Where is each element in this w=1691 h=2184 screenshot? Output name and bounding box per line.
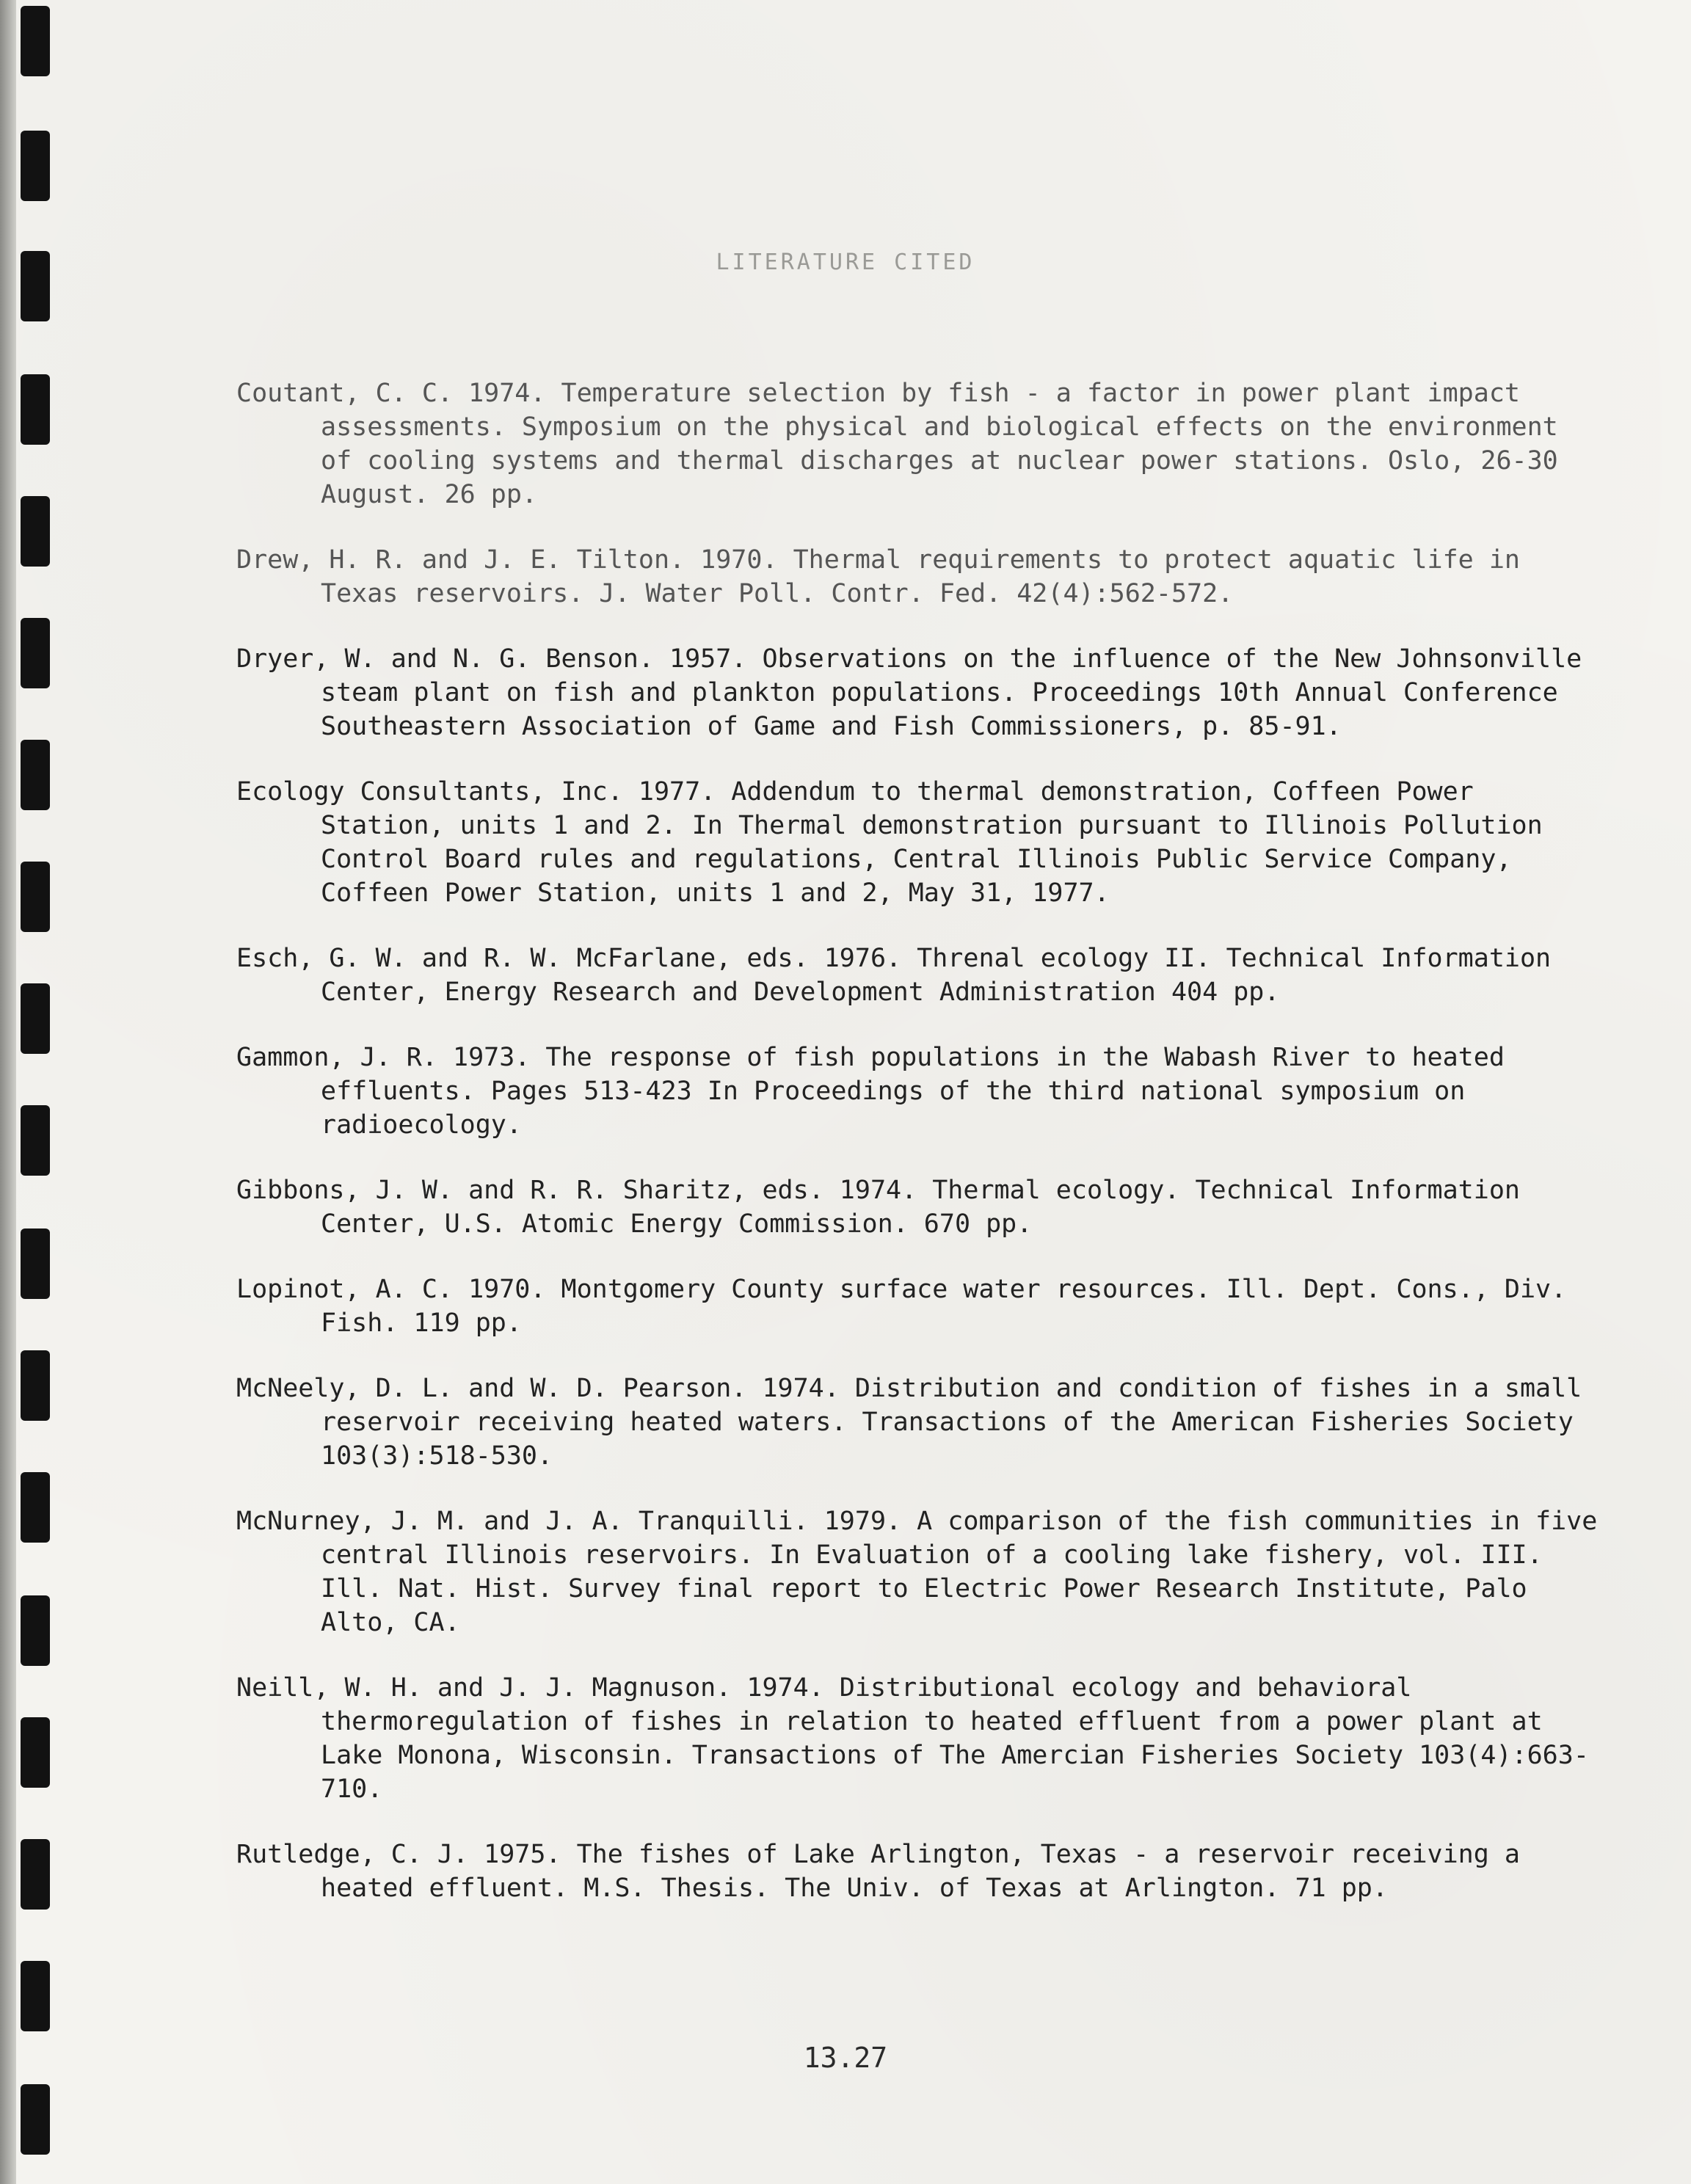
reference-entry: Gammon, J. R. 1973. The response of fish populations in the Wabash River to heated effluents. Pages 513-423 In Proceedings of the third national symposium on radioecology. (236, 1043, 1505, 1140)
reference-entry: Lopinot, A. C. 1970. Montgomery County surface water resources. Ill. Dept. Cons., Div. Fish. 119 pp. (236, 1275, 1567, 1338)
binder-hole (21, 496, 50, 567)
binder-hole (21, 1961, 50, 2031)
binder-holes (16, 0, 59, 2184)
binder-hole (21, 862, 50, 932)
binder-hole (21, 1839, 50, 1910)
binder-hole (21, 1595, 50, 1666)
binder-hole (21, 1105, 50, 1176)
reference-entry: Dryer, W. and N. G. Benson. 1957. Observations on the influence of the New Johnsonville steam plant on fish and plankton populations. Proceedings 10th Annual Conference Southeastern Association of Game and Fish Commissioners, p. 85-91. (236, 644, 1582, 741)
binder-hole (21, 1350, 50, 1421)
binder-hole (21, 1228, 50, 1299)
reference-list (236, 351, 1601, 1937)
binder-hole (21, 131, 50, 201)
reference-entry: Ecology Consultants, Inc. 1977. Addendum to thermal demonstration, Coffeen Power Station, units 1 and 2. In Thermal demonstration pursuant to Illinois Pollution Control Board rules and regulations, Central Illinois Public Service Company, Coffeen Power Station, units 1 and 2, May 31, 1977. (236, 777, 1543, 908)
binder-hole (21, 983, 50, 1054)
binder-hole (21, 374, 50, 445)
binder-hole (21, 740, 50, 810)
page-number: 13.27 (803, 2042, 888, 2074)
binder-hole (21, 6, 50, 76)
binder-hole (21, 618, 50, 688)
section-title: LITERATURE CITED (716, 250, 975, 275)
reference-entry: Coutant, C. C. 1974. Temperature selection by fish - a factor in power plant impact assessments. Symposium on the physical and biological effects on the environment of cooling systems and thermal discharges at nuclear power stations. Oslo, 26-30 August. 26 pp. (236, 379, 1558, 509)
reference-entry: Drew, H. R. and J. E. Tilton. 1970. Thermal requirements to protect aquatic life in Texas reservoirs. J. Water Poll. Contr. Fed. 42(4):562-572. (236, 545, 1520, 608)
page-edge-shadow (0, 0, 16, 2184)
binder-hole (21, 2084, 50, 2155)
binder-hole (21, 1717, 50, 1788)
reference-entry: McNurney, J. M. and J. A. Tranquilli. 1979. A comparison of the fish communities in five central Illinois reservoirs. In Evaluation of a cooling lake fishery, vol. III. Ill. Nat. Hist. Survey final report to Electric Power Research Institute, Palo Alto, CA. (236, 1507, 1598, 1637)
binder-hole (21, 1472, 50, 1543)
reference-entry: Rutledge, C. J. 1975. The fishes of Lake Arlington, Texas - a reservoir receiving a heated effluent. M.S. Thesis. The Univ. of Texas at Arlington. 71 pp. (236, 1840, 1520, 1903)
reference-entry: McNeely, D. L. and W. D. Pearson. 1974. Distribution and condition of fishes in a small reservoir receiving heated waters. Transactions of the American Fisheries Society 103(3):518-530. (236, 1374, 1582, 1471)
reference-entry: Esch, G. W. and R. W. McFarlane, eds. 1976. Threnal ecology II. Technical Information Center, Energy Research and Development Administration 404 pp. (236, 944, 1552, 1007)
reference-entry: Gibbons, J. W. and R. R. Sharitz, eds. 1974. Thermal ecology. Technical Information Center, U.S. Atomic Energy Commission. 670 pp. (236, 1176, 1520, 1239)
reference-entry: Neill, W. H. and J. J. Magnuson. 1974. Distributional ecology and behavioral thermoregulation of fishes in relation to heated effluent from a power plant at Lake Monona, Wisconsin. Transactions of The Amercian Fisheries Society 103(4):663-710. (236, 1673, 1589, 1804)
